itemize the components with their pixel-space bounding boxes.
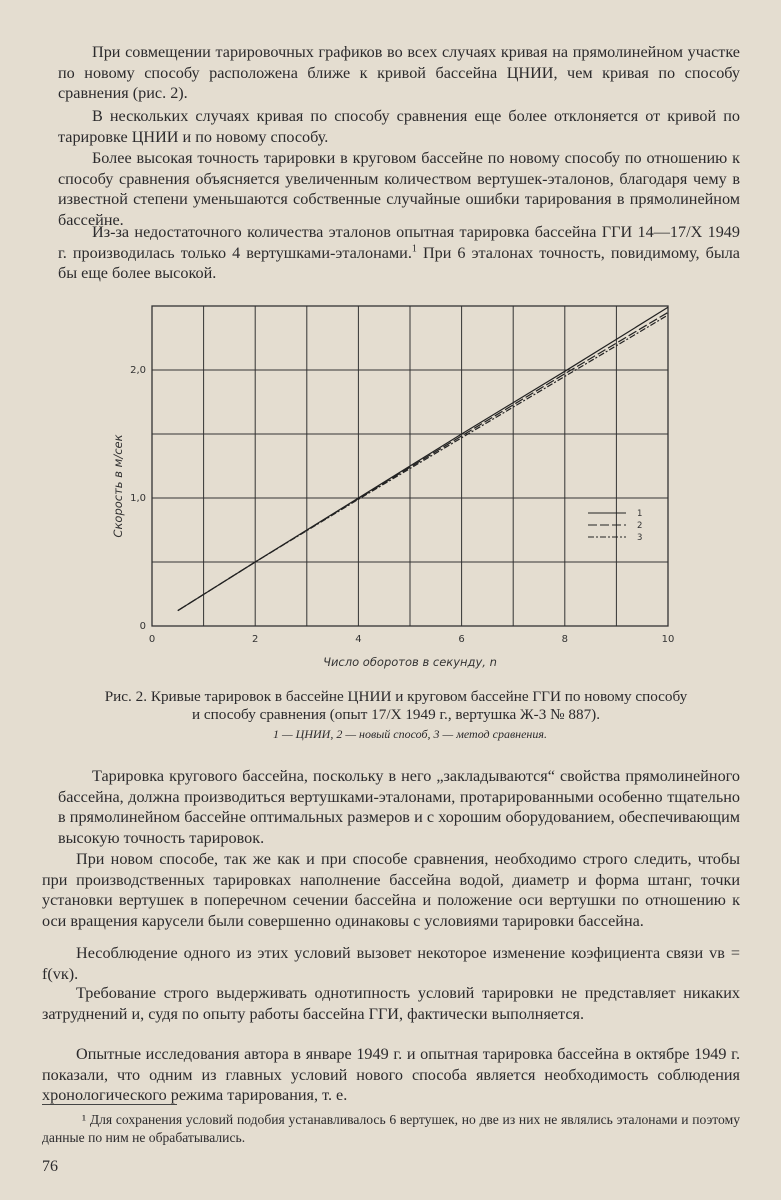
paragraph-3: Более высокая точность тарировки в круговом бассейне по новому способу по отношению к способу сравнения объясняется увеличенным количеством вертушек-эталонов, благодаря чему в известной степени уменьшаются собственные случайные ошибки тарирования в прямолинейном бассейне. (58, 149, 740, 229)
x-tick-label: 4 (355, 634, 362, 645)
paragraph-9: Опытные исследования автора в январе 1949 г. и опытная тарировка бассейна в октябре 1949 г. показали, что одним из главных условий нового способа является необходимость соблюдения хронологического режима тарирования, т. е. (42, 1045, 740, 1105)
x-tick-label: 8 (561, 634, 568, 645)
footnote-divider (42, 1104, 177, 1105)
figure-caption: Рис. 2. Кривые тарировок в бассейне ЦНИИ и круговом бассейне ГГИ по новому способу и способу сравнения (опыт 17/X 1949 г., вертушка Ж-3 № 887). (104, 688, 688, 723)
chart-series (178, 307, 668, 610)
x-tick-label: 10 (661, 634, 675, 645)
x-tick-label: 6 (458, 634, 465, 645)
y-axis-label: Скорость в м/сек (111, 434, 125, 538)
series-line-3 (178, 315, 668, 611)
chart-legend (588, 509, 642, 543)
y-tick-label: 2,0 (130, 365, 146, 376)
y-tick-label: 0 (139, 621, 146, 632)
figure-caption-legend: 1 — ЦНИИ, 2 — новый способ, 3 — метод сравнения. (273, 727, 547, 741)
paragraph-4-text-a: Из-за недостаточного количества эталонов опытная тарировка бассейна ГГИ 14—17/X 1949 г. производилась только 4 вертушками-эталонами. (58, 223, 740, 262)
paragraph-7: Несоблюдение одного из этих условий вызовет некоторое изменение коэфициента связи vв = f(vк). (42, 944, 740, 983)
paragraph-4-text-b: При 6 эталонах точность, повидимому, была бы еще более высокой. (58, 243, 740, 283)
paragraph-8: Требование строго выдерживать однотипность условий тарировки не представляет никаких затруднений и, судя по опыту работы бассейна ГГИ, фактически выполняется. (42, 984, 740, 1023)
chart-ticks (130, 365, 674, 645)
chart-svg (100, 296, 700, 681)
series-line-2 (178, 312, 668, 610)
legend-label-2: 2 (637, 521, 643, 531)
legend-label-3: 3 (637, 533, 643, 543)
y-tick-label: 1,0 (130, 493, 146, 504)
x-axis-label: Число оборотов в секунду, n (323, 655, 497, 669)
x-tick-label: 2 (252, 634, 259, 645)
paragraph-1: При совмещении тарировочных графиков во всех случаях кривая на прямолинейном участке по новому способу расположена ближе к кривой бассейна ЦНИИ, чем кривая по способу сравнения (рис. 2). (58, 43, 740, 103)
paragraph-5: Тарировка кругового бассейна, поскольку в него „закладываются“ свойства прямолинейного бассейна, должна производиться вертушками-эталонами, протарированными особенно тщательно в прямолинейном бассейне оптимальных размеров и с хорошим оборудованием, обеспечивающим высокую точность тарировок. (58, 767, 740, 847)
paragraph-6: При новом способе, так же как и при способе сравнения, необходимо строго следить, чтобы при производственных тарировках наполнение бассейна водой, диаметр и форма штанг, точки установки вертушек в поперечном сечении бассейна и положение оси вертушки по отношению к оси вращения карусели были совершенно одинаковы с условиями тарировки бассейна. (42, 850, 740, 930)
page-number: 76 (42, 1158, 58, 1175)
legend-label-1: 1 (637, 509, 643, 519)
paragraph-2: В нескольких случаях кривая по способу сравнения еще более отклоняется от кривой по тарировке ЦНИИ и по новому способу. (58, 107, 740, 146)
paragraph-4 (58, 222, 740, 284)
x-tick-label: 0 (148, 634, 156, 645)
footnote: ¹ Для сохранения условий подобия устанавливалось 6 вертушек, но две из них не являлись эталонами и поэтому данные по ним не обрабатывались. (42, 1112, 740, 1145)
footnote-marker: 1 (411, 243, 417, 255)
calibration-chart (100, 296, 700, 681)
